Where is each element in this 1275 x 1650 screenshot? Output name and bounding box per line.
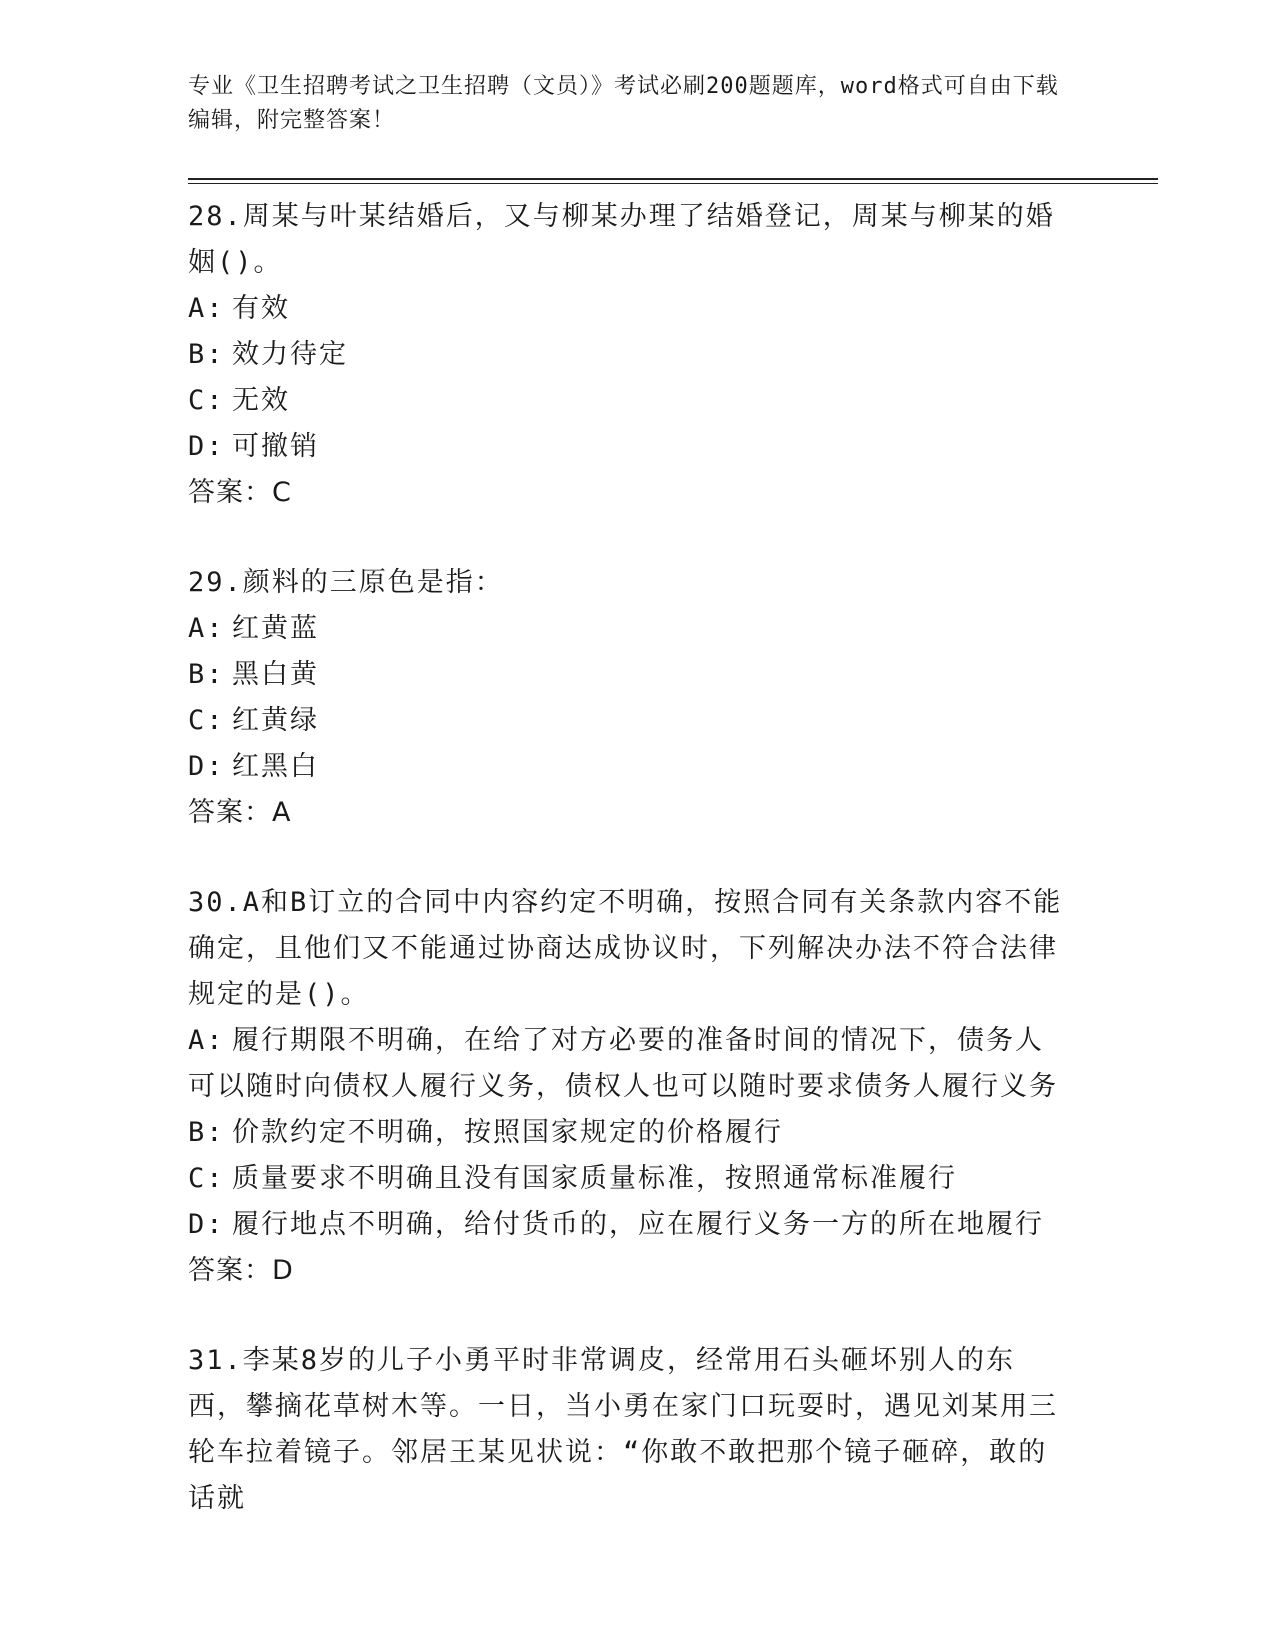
question-stem: 30.A和B订立的合同中内容约定不明确，按照合同有关条款内容不能确定，且他们又不能通过协商达成协议时，下列解决办法不符合法律规定的是()。 bbox=[188, 887, 1063, 1010]
header-divider bbox=[188, 178, 1158, 184]
option-text: 黑白黄 bbox=[232, 659, 319, 690]
option-c bbox=[188, 698, 1068, 744]
option-key: A: bbox=[188, 293, 225, 324]
option-key: D: bbox=[188, 1209, 225, 1240]
option-key: C: bbox=[188, 1163, 225, 1194]
option-text: 无效 bbox=[232, 385, 290, 416]
option-d bbox=[188, 744, 1068, 790]
option-b bbox=[188, 652, 1068, 698]
option-d bbox=[188, 424, 1068, 470]
answer: 答案：A bbox=[188, 797, 292, 828]
option-a bbox=[188, 606, 1068, 652]
question-31 bbox=[188, 1338, 1158, 1522]
option-b bbox=[188, 1110, 1068, 1156]
answer: 答案：C bbox=[188, 477, 292, 508]
option-text: 履行地点不明确，给付货币的，应在履行义务一方的所在地履行 bbox=[232, 1209, 1044, 1240]
option-text: 履行期限不明确，在给了对方必要的准备时间的情况下，债务人可以随时向债权人履行义务，债权人也可以随时要求债务人履行义务 bbox=[188, 1025, 1058, 1102]
option-text: 有效 bbox=[232, 293, 290, 324]
question-28 bbox=[188, 194, 1158, 516]
option-a bbox=[188, 286, 1068, 332]
question-list bbox=[188, 194, 1158, 1522]
document-header: 专业《卫生招聘考试之卫生招聘（文员）》考试必刷200题题库，word格式可自由下载编辑，附完整答案！ bbox=[188, 74, 1059, 133]
option-a bbox=[188, 1018, 1068, 1110]
option-key: D: bbox=[188, 431, 225, 462]
option-c bbox=[188, 1156, 1068, 1202]
option-b bbox=[188, 332, 1068, 378]
option-text: 价款约定不明确，按照国家规定的价格履行 bbox=[232, 1117, 783, 1148]
option-key: B: bbox=[188, 339, 225, 370]
option-text: 红黑白 bbox=[232, 751, 319, 782]
question-stem: 31.李某8岁的儿子小勇平时非常调皮，经常用石头砸坏别人的东西，攀摘花草树木等。一日，当小勇在家门口玩耍时，遇见刘某用三轮车拉着镜子。邻居王某见状说：“你敢不敢把那个镜子砸碎，敢的话就 bbox=[188, 1345, 1058, 1514]
option-key: A: bbox=[188, 613, 225, 644]
option-text: 质量要求不明确且没有国家质量标准，按照通常标准履行 bbox=[232, 1163, 957, 1194]
question-30 bbox=[188, 880, 1158, 1294]
option-key: D: bbox=[188, 751, 225, 782]
option-text: 效力待定 bbox=[232, 339, 348, 370]
option-key: C: bbox=[188, 705, 225, 736]
document-page bbox=[188, 70, 1158, 1566]
option-key: B: bbox=[188, 659, 225, 690]
question-stem: 28.周某与叶某结婚后，又与柳某办理了结婚登记，周某与柳某的婚姻()。 bbox=[188, 201, 1055, 278]
option-text: 红黄蓝 bbox=[232, 613, 319, 644]
option-d bbox=[188, 1202, 1068, 1248]
question-29 bbox=[188, 560, 1158, 836]
option-c bbox=[188, 378, 1068, 424]
option-text: 可撤销 bbox=[232, 431, 319, 462]
option-key: A: bbox=[188, 1025, 225, 1056]
option-text: 红黄绿 bbox=[232, 705, 319, 736]
option-key: C: bbox=[188, 385, 225, 416]
option-key: B: bbox=[188, 1117, 225, 1148]
answer: 答案：D bbox=[188, 1255, 294, 1286]
question-stem: 29.颜料的三原色是指： bbox=[188, 567, 504, 598]
